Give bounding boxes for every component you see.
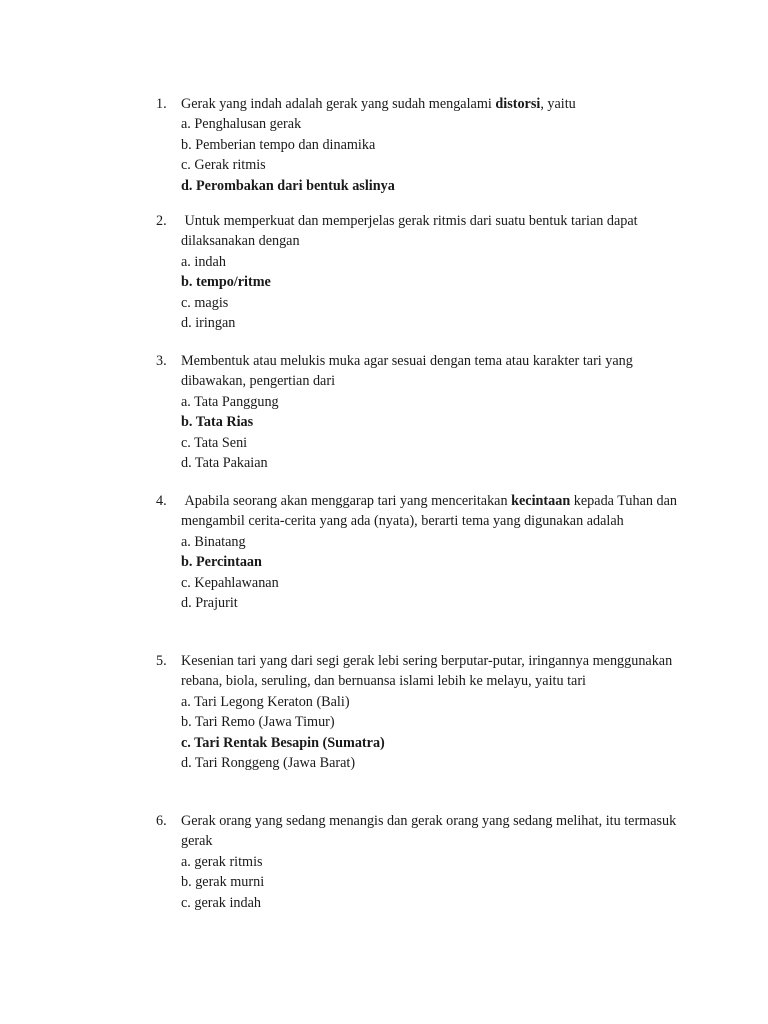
answer-option: b. Pemberian tempo dan dinamika <box>181 136 376 153</box>
answer-option: c. gerak indah <box>181 894 261 911</box>
answer-option: c. Kepahlawanan <box>181 574 279 591</box>
answer-option: a. indah <box>181 253 226 270</box>
answer-option-correct: b. Tata Rias <box>181 414 254 431</box>
answer-option: a. Tari Legong Keraton (Bali) <box>181 693 350 710</box>
stem-text: kepada Tuhan dan mengambil cerita-cerita yang ada (nyata), berarti tema yang digunakan adalah <box>181 493 681 530</box>
question-number: 4. <box>156 493 167 509</box>
stem-text: Gerak yang indah adalah gerak yang sudah mengalami <box>181 96 496 112</box>
answer-options <box>181 692 691 774</box>
question-body <box>181 351 691 473</box>
answer-option: d. Prajurit <box>181 595 238 612</box>
answer-option: d. Tari Ronggeng (Jawa Barat) <box>181 755 356 772</box>
answer-options <box>181 392 691 474</box>
question-body <box>181 211 691 333</box>
answer-option: a. Penghalusan gerak <box>181 116 302 133</box>
question-stem <box>181 351 691 392</box>
question-stem <box>181 651 691 692</box>
question-body <box>181 651 691 773</box>
answer-option: b. gerak murni <box>181 874 265 891</box>
question-stem <box>181 811 691 852</box>
answer-option: d. Tata Pakaian <box>181 455 268 472</box>
question-stem <box>181 211 691 252</box>
answer-option: a. Binatang <box>181 533 246 550</box>
answer-option: c. Tata Seni <box>181 434 248 451</box>
answer-options <box>181 114 691 196</box>
answer-options <box>181 532 691 614</box>
question-number: 1. <box>156 96 167 112</box>
stem-emphasis: distorsi <box>495 96 541 112</box>
question-number: 3. <box>156 353 167 369</box>
stem-emphasis: kecintaan <box>511 493 571 509</box>
answer-option-correct: b. tempo/ritme <box>181 274 271 291</box>
stem-text: , yaitu <box>540 96 576 112</box>
answer-option: b. Tari Remo (Jawa Timur) <box>181 714 335 731</box>
stem-text: Gerak orang yang sedang menangis dan gerak orang yang sedang melihat, itu termasuk gerak <box>181 813 680 850</box>
answer-options <box>181 852 691 913</box>
question-body <box>181 491 691 613</box>
question-body <box>181 94 691 196</box>
answer-option: a. gerak ritmis <box>181 853 263 870</box>
answer-option: c. Gerak ritmis <box>181 157 266 174</box>
stem-text: Apabila seorang akan menggarap tari yang menceritakan <box>181 493 512 509</box>
question-number: 5. <box>156 653 167 669</box>
answer-option-correct: c. Tari Rentak Besapin (Sumatra) <box>181 734 385 751</box>
answer-option: d. iringan <box>181 315 236 332</box>
question-number: 2. <box>156 213 167 229</box>
question-body <box>181 811 691 913</box>
stem-text: Untuk memperkuat dan memperjelas gerak ritmis dari suatu bentuk tarian dapat dilaksanakan dengan <box>181 213 642 250</box>
stem-text: Kesenian tari yang dari segi gerak lebi sering berputar-putar, iringannya menggunakan rebana, biola, seruling, dan bernuansa islami lebih ke melayu, yaitu tari <box>181 653 676 690</box>
question-stem <box>181 491 691 532</box>
answer-option-correct: b. Percintaan <box>181 554 262 571</box>
answer-options <box>181 252 691 334</box>
stem-text: Membentuk atau melukis muka agar sesuai dengan tema atau karakter tari yang dibawakan, pengertian dari <box>181 353 637 390</box>
answer-option-correct: d. Perombakan dari bentuk aslinya <box>181 177 395 194</box>
answer-option: c. magis <box>181 294 229 311</box>
answer-option: a. Tata Panggung <box>181 393 279 410</box>
question-stem <box>181 94 691 114</box>
question-number: 6. <box>156 813 167 829</box>
